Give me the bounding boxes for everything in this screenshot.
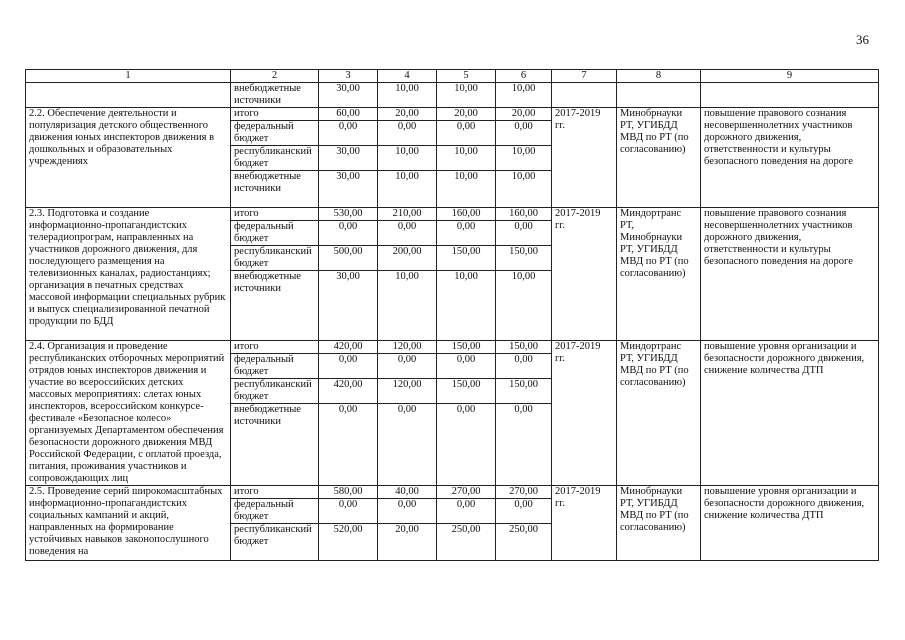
amount-cell: 120,00 [378, 379, 437, 404]
funding-source: республиканский бюджет [231, 246, 319, 271]
funding-source: итого [231, 108, 319, 121]
period-cell: 2017-2019 гг. [552, 486, 617, 561]
measure-title: 2.2. Обеспечение деятельности и популяризация детского общественного движения юных инспекторов движения в дошкольных и образовательных учреждениях [26, 108, 231, 208]
amount-cell: 0,00 [319, 121, 378, 146]
funding-source: федеральный бюджет [231, 121, 319, 146]
executor-cell: Миндортранс РТ, Минобрнауки РТ, УГИБДД МВД по РТ (по согласованию) [617, 208, 701, 341]
amount-cell: 30,00 [319, 171, 378, 208]
amount-cell: 0,00 [496, 404, 552, 486]
carry-over-row [26, 83, 879, 108]
amount-cell: 0,00 [378, 221, 437, 246]
amount-cell: 0,00 [496, 499, 552, 524]
table-row [26, 486, 879, 499]
value-cell: 30,00 [319, 83, 378, 108]
amount-cell: 10,00 [378, 171, 437, 208]
amount-cell: 40,00 [378, 486, 437, 499]
amount-cell: 10,00 [378, 146, 437, 171]
title-cell [26, 83, 231, 108]
period-cell: 2017-2019 гг. [552, 108, 617, 208]
amount-cell: 580,00 [319, 486, 378, 499]
amount-cell: 0,00 [378, 404, 437, 486]
header-row [26, 70, 879, 83]
amount-cell: 150,00 [496, 246, 552, 271]
amount-cell: 420,00 [319, 341, 378, 354]
amount-cell: 0,00 [319, 404, 378, 486]
header-cell: 8 [617, 70, 701, 83]
funding-source: итого [231, 341, 319, 354]
header-cell: 9 [701, 70, 879, 83]
amount-cell: 20,00 [378, 108, 437, 121]
amount-cell: 420,00 [319, 379, 378, 404]
funding-source: республиканский бюджет [231, 379, 319, 404]
header-cell: 2 [231, 70, 319, 83]
funding-source: внебюджетные источники [231, 404, 319, 486]
amount-cell: 10,00 [378, 271, 437, 341]
source-cell: внебюджетные источники [231, 83, 319, 108]
amount-cell: 150,00 [437, 341, 496, 354]
amount-cell: 10,00 [437, 146, 496, 171]
period-cell: 2017-2019 гг. [552, 208, 617, 341]
funding-source: республиканский бюджет [231, 146, 319, 171]
executor-cell: Минобрнауки РТ, УГИБДД МВД по РТ (по согласованию) [617, 108, 701, 208]
result-cell [701, 83, 879, 108]
amount-cell: 20,00 [437, 108, 496, 121]
table-row [26, 208, 879, 221]
amount-cell: 0,00 [437, 221, 496, 246]
header-cell: 5 [437, 70, 496, 83]
amount-cell: 150,00 [496, 379, 552, 404]
funding-source: внебюджетные источники [231, 271, 319, 341]
result-cell: повышение правового сознания несовершеннолетних участников дорожного движения, ответственности и культуры безопасного поведения на дороге [701, 108, 879, 208]
amount-cell: 30,00 [319, 146, 378, 171]
result-cell: повышение уровня организации и безопасности дорожного движения, снижение количества ДТП [701, 341, 879, 486]
header-cell: 6 [496, 70, 552, 83]
executor-cell [617, 83, 701, 108]
amount-cell: 0,00 [319, 499, 378, 524]
funding-source: итого [231, 486, 319, 499]
amount-cell: 150,00 [496, 341, 552, 354]
funding-source: итого [231, 208, 319, 221]
amount-cell: 160,00 [496, 208, 552, 221]
amount-cell: 250,00 [437, 524, 496, 561]
amount-cell: 0,00 [319, 221, 378, 246]
header-cell: 3 [319, 70, 378, 83]
header-cell: 4 [378, 70, 437, 83]
amount-cell: 10,00 [437, 271, 496, 341]
table-row [26, 108, 879, 121]
amount-cell: 0,00 [437, 121, 496, 146]
amount-cell: 10,00 [496, 271, 552, 341]
amount-cell: 0,00 [378, 121, 437, 146]
period-cell: 2017-2019 гг. [552, 341, 617, 486]
amount-cell: 250,00 [496, 524, 552, 561]
amount-cell: 10,00 [437, 171, 496, 208]
amount-cell: 0,00 [496, 354, 552, 379]
table-row [26, 341, 879, 354]
funding-source: федеральный бюджет [231, 354, 319, 379]
amount-cell: 30,00 [319, 271, 378, 341]
amount-cell: 210,00 [378, 208, 437, 221]
amount-cell: 120,00 [378, 341, 437, 354]
funding-source: федеральный бюджет [231, 221, 319, 246]
value-cell: 10,00 [496, 83, 552, 108]
funding-source: федеральный бюджет [231, 499, 319, 524]
funding-source: внебюджетные источники [231, 171, 319, 208]
amount-cell: 10,00 [496, 171, 552, 208]
executor-cell: Миндортранс РТ, УГИБДД МВД по РТ (по согласованию) [617, 341, 701, 486]
amount-cell: 500,00 [319, 246, 378, 271]
amount-cell: 0,00 [378, 354, 437, 379]
amount-cell: 0,00 [437, 404, 496, 486]
amount-cell: 0,00 [437, 354, 496, 379]
amount-cell: 0,00 [378, 499, 437, 524]
amount-cell: 0,00 [319, 354, 378, 379]
header-cell: 7 [552, 70, 617, 83]
amount-cell: 0,00 [496, 221, 552, 246]
result-cell: повышение правового сознания несовершеннолетних участников дорожного движения, ответственности и культуры безопасного поведения на дороге [701, 208, 879, 341]
amount-cell: 0,00 [496, 121, 552, 146]
amount-cell: 200,00 [378, 246, 437, 271]
measure-title: 2.5. Проведение серий широкомасштабных информационно-пропагандистских социальных кампаний и акций, направленных на формирование устойчивых навыков законопослушного поведения на [26, 486, 231, 561]
amount-cell: 150,00 [437, 379, 496, 404]
result-cell: повышение уровня организации и безопасности дорожного движения, снижение количества ДТП [701, 486, 879, 561]
budget-table [25, 69, 879, 561]
amount-cell: 20,00 [378, 524, 437, 561]
amount-cell: 270,00 [496, 486, 552, 499]
amount-cell: 530,00 [319, 208, 378, 221]
amount-cell: 60,00 [319, 108, 378, 121]
amount-cell: 10,00 [496, 146, 552, 171]
amount-cell: 0,00 [437, 499, 496, 524]
period-cell [552, 83, 617, 108]
amount-cell: 270,00 [437, 486, 496, 499]
amount-cell: 150,00 [437, 246, 496, 271]
amount-cell: 160,00 [437, 208, 496, 221]
page-number: 36 [856, 32, 869, 47]
amount-cell: 20,00 [496, 108, 552, 121]
funding-source: республиканский бюджет [231, 524, 319, 561]
value-cell: 10,00 [378, 83, 437, 108]
amount-cell: 520,00 [319, 524, 378, 561]
header-cell: 1 [26, 70, 231, 83]
value-cell: 10,00 [437, 83, 496, 108]
executor-cell: Минобрнауки РТ, УГИБДД МВД по РТ (по согласованию) [617, 486, 701, 561]
measure-title: 2.4. Организация и проведение республиканских отборочных мероприятий отрядов юных инспекторов движения и участие во всероссийских детских массовых мероприятиях: слетах юных инспекторов, всероссийском конкурсе-фестивале «Безопасное колесо» организуемых Департаментом обеспечения безопасности дорожного движения МВД Российской Федерации, с оплатой проезда, питания, проживания участников и сопровождающих лиц [26, 341, 231, 486]
measure-title: 2.3. Подготовка и создание информационно-пропагандистских телерадиопрограм, направленных на участников дорожного движения, для последующего размещения на телевизионных каналах, радиостанциях; организация в печатных средствах массовой информации специальных рубрик и выпуск специализированной печатной продукции по БДД [26, 208, 231, 341]
